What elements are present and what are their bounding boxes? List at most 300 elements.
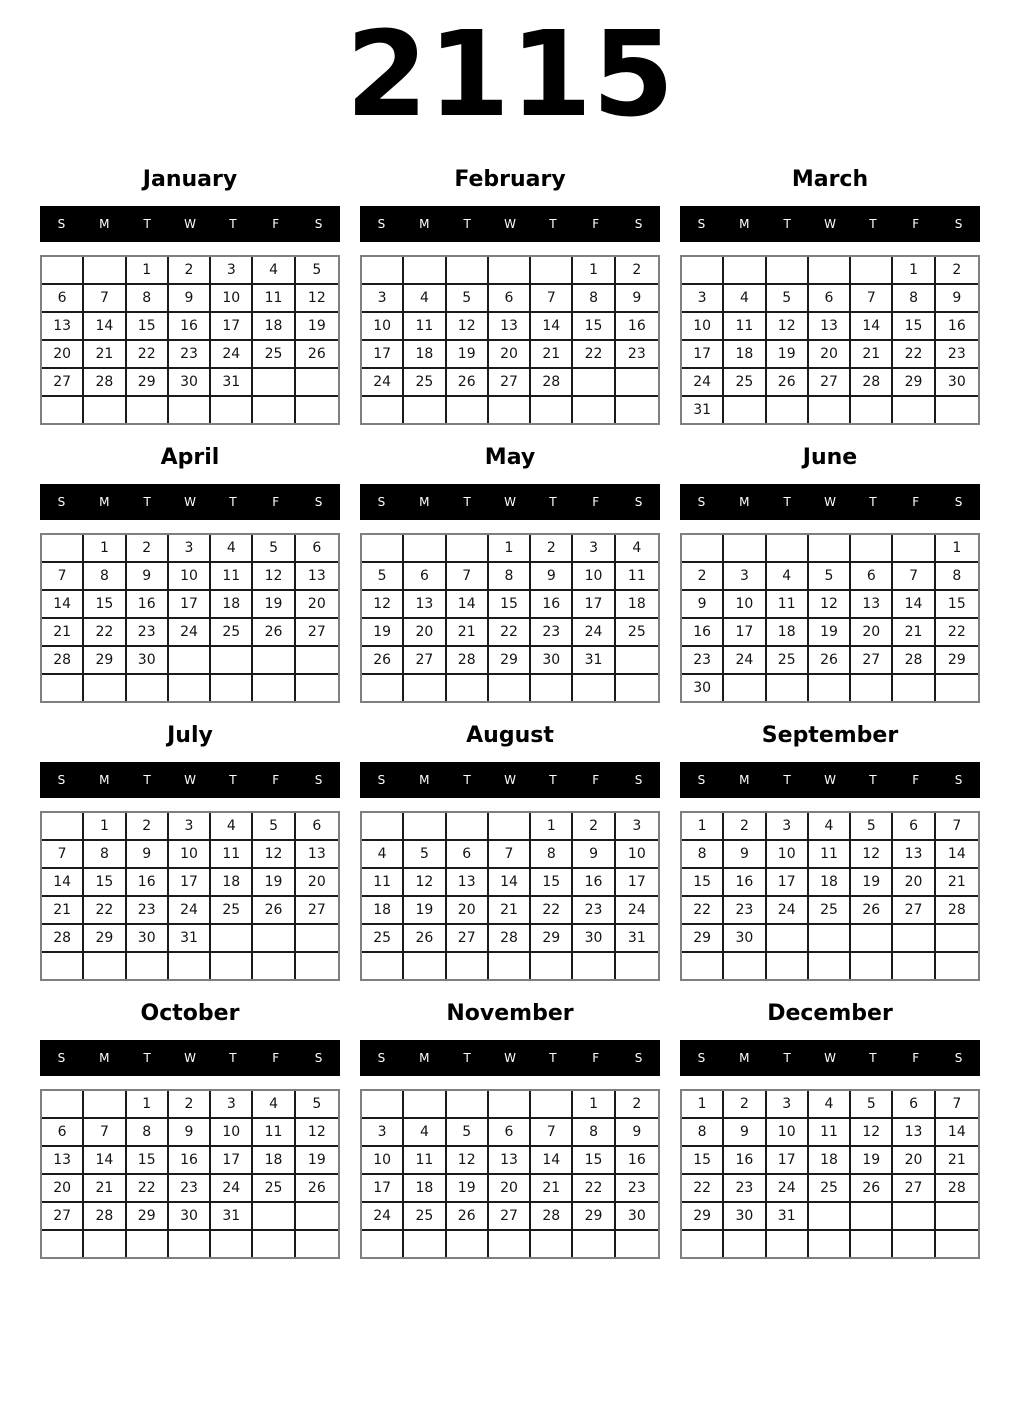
- day-cell: 17: [767, 869, 809, 897]
- day-cell: 20: [893, 1147, 935, 1175]
- day-cell: 19: [851, 869, 893, 897]
- day-cell: 18: [616, 591, 658, 619]
- day-cell: 29: [936, 647, 978, 675]
- day-cell: 4: [362, 841, 404, 869]
- day-cell-empty: [362, 397, 404, 423]
- day-cell: 12: [253, 563, 295, 591]
- day-cell-empty: [447, 397, 489, 423]
- day-cell: 30: [936, 369, 978, 397]
- day-cell: 25: [616, 619, 658, 647]
- day-cell: 23: [573, 897, 615, 925]
- day-cell: 6: [893, 1091, 935, 1119]
- day-cell: 18: [724, 341, 766, 369]
- day-cell: 10: [616, 841, 658, 869]
- day-cell-empty: [253, 925, 295, 953]
- day-cell-empty: [893, 925, 935, 953]
- day-cell: 15: [531, 869, 573, 897]
- day-cell: 20: [404, 619, 446, 647]
- weekday-header-row: [680, 484, 980, 520]
- day-cell: 24: [616, 897, 658, 925]
- day-cell: 29: [682, 1203, 724, 1231]
- day-cell: 9: [616, 1119, 658, 1147]
- day-cell-empty: [253, 369, 295, 397]
- day-cell: 3: [362, 285, 404, 313]
- weekday-label: M: [419, 1050, 430, 1065]
- day-cell: 25: [809, 897, 851, 925]
- day-cell: 19: [447, 1175, 489, 1203]
- day-cell: 19: [296, 313, 338, 341]
- day-cell-empty: [489, 1231, 531, 1257]
- day-cell-empty: [936, 925, 978, 953]
- weekday-label: W: [824, 772, 836, 787]
- day-cell-empty: [616, 675, 658, 701]
- day-cell: 20: [447, 897, 489, 925]
- day-cell-empty: [404, 1231, 446, 1257]
- weekday-label: S: [697, 216, 706, 231]
- day-cell: 19: [404, 897, 446, 925]
- day-cell-empty: [893, 535, 935, 563]
- day-cell: 7: [851, 285, 893, 313]
- day-cell: 12: [851, 1119, 893, 1147]
- weekday-label: T: [463, 772, 471, 787]
- weekday-label: T: [463, 216, 471, 231]
- day-cell: 20: [893, 869, 935, 897]
- day-cell-empty: [531, 1231, 573, 1257]
- day-cell-empty: [404, 813, 446, 841]
- month-title: December: [767, 1000, 893, 1026]
- day-cell-empty: [809, 535, 851, 563]
- day-cell: 6: [447, 841, 489, 869]
- day-cell: 13: [404, 591, 446, 619]
- month-title: April: [160, 444, 220, 470]
- day-cell: 24: [682, 369, 724, 397]
- weekday-header-row: [40, 484, 340, 520]
- day-cell: 22: [127, 341, 169, 369]
- day-cell: 2: [127, 813, 169, 841]
- day-cell: 21: [489, 897, 531, 925]
- weekday-label: S: [314, 216, 323, 231]
- weekday-label: M: [419, 772, 430, 787]
- day-cell-empty: [296, 647, 338, 675]
- day-cell: 1: [489, 535, 531, 563]
- day-cell: 8: [127, 1119, 169, 1147]
- weekday-header-row: [40, 762, 340, 798]
- day-cell: 16: [616, 313, 658, 341]
- day-cell-empty: [616, 1231, 658, 1257]
- day-cell: 5: [809, 563, 851, 591]
- day-cell-empty: [253, 647, 295, 675]
- day-cell-empty: [42, 257, 84, 285]
- day-cell: 22: [531, 897, 573, 925]
- weekday-label: M: [419, 216, 430, 231]
- day-cell: 25: [724, 369, 766, 397]
- day-cell: 9: [616, 285, 658, 313]
- day-cell: 22: [682, 1175, 724, 1203]
- day-cell-empty: [616, 369, 658, 397]
- day-cell-empty: [447, 535, 489, 563]
- month-july: [40, 721, 340, 981]
- day-cell: 16: [127, 869, 169, 897]
- day-cell: 22: [84, 619, 126, 647]
- day-cell: 7: [42, 563, 84, 591]
- day-cell: 1: [573, 257, 615, 285]
- day-cell: 16: [169, 313, 211, 341]
- day-cell: 13: [489, 1147, 531, 1175]
- weekday-label: T: [783, 1050, 791, 1065]
- day-cell: 3: [211, 257, 253, 285]
- day-cell: 24: [767, 897, 809, 925]
- day-cell: 30: [169, 369, 211, 397]
- day-cell-empty: [682, 535, 724, 563]
- day-cell: 17: [169, 591, 211, 619]
- weekday-header-row: [360, 484, 660, 520]
- day-cell: 5: [362, 563, 404, 591]
- day-cell: 16: [724, 1147, 766, 1175]
- day-cell: 29: [893, 369, 935, 397]
- day-cell-empty: [211, 953, 253, 979]
- day-cell: 6: [404, 563, 446, 591]
- day-cell: 29: [489, 647, 531, 675]
- day-cell: 23: [724, 1175, 766, 1203]
- day-cell: 9: [169, 1119, 211, 1147]
- day-cell: 16: [573, 869, 615, 897]
- day-cell: 19: [851, 1147, 893, 1175]
- day-cell: 6: [809, 285, 851, 313]
- day-cell: 29: [531, 925, 573, 953]
- day-cell-empty: [936, 397, 978, 423]
- day-cell: 12: [253, 841, 295, 869]
- day-cell: 19: [809, 619, 851, 647]
- day-cell: 17: [767, 1147, 809, 1175]
- day-cell: 19: [362, 619, 404, 647]
- day-cell: 12: [809, 591, 851, 619]
- month-grid: [360, 533, 660, 703]
- day-cell: 30: [169, 1203, 211, 1231]
- day-cell-empty: [169, 647, 211, 675]
- day-cell: 28: [42, 925, 84, 953]
- day-cell: 28: [531, 1203, 573, 1231]
- day-cell: 22: [84, 897, 126, 925]
- day-cell: 11: [253, 285, 295, 313]
- day-cell: 21: [42, 619, 84, 647]
- day-cell-empty: [211, 397, 253, 423]
- day-cell: 9: [127, 841, 169, 869]
- day-cell: 24: [573, 619, 615, 647]
- day-cell: 6: [296, 813, 338, 841]
- day-cell-empty: [84, 257, 126, 285]
- day-cell: 12: [296, 285, 338, 313]
- day-cell-empty: [253, 953, 295, 979]
- day-cell: 4: [211, 535, 253, 563]
- weekday-label: M: [739, 216, 750, 231]
- weekday-label: T: [229, 1050, 237, 1065]
- day-cell-empty: [362, 953, 404, 979]
- day-cell: 12: [404, 869, 446, 897]
- day-cell: 18: [809, 1147, 851, 1175]
- day-cell-empty: [253, 397, 295, 423]
- day-cell: 12: [296, 1119, 338, 1147]
- day-cell: 21: [531, 1175, 573, 1203]
- month-title: February: [454, 166, 566, 192]
- day-cell: 31: [767, 1203, 809, 1231]
- day-cell: 28: [84, 1203, 126, 1231]
- weekday-label: T: [869, 494, 877, 509]
- weekday-label: S: [634, 494, 643, 509]
- weekday-label: S: [634, 772, 643, 787]
- day-cell-empty: [296, 397, 338, 423]
- weekday-label: M: [99, 1050, 110, 1065]
- day-cell: 11: [724, 313, 766, 341]
- day-cell: 26: [447, 369, 489, 397]
- month-december: [680, 999, 980, 1259]
- day-cell: 19: [447, 341, 489, 369]
- day-cell: 8: [489, 563, 531, 591]
- day-cell: 10: [211, 285, 253, 313]
- month-grid: [360, 255, 660, 425]
- day-cell-empty: [84, 953, 126, 979]
- day-cell: 11: [211, 563, 253, 591]
- day-cell: 15: [127, 1147, 169, 1175]
- day-cell-empty: [616, 953, 658, 979]
- day-cell: 23: [936, 341, 978, 369]
- day-cell: 18: [253, 313, 295, 341]
- day-cell: 5: [404, 841, 446, 869]
- day-cell-empty: [211, 647, 253, 675]
- day-cell: 23: [724, 897, 766, 925]
- weekday-header-row: [360, 1040, 660, 1076]
- weekday-label: T: [463, 494, 471, 509]
- weekday-label: F: [272, 216, 280, 231]
- day-cell-empty: [893, 1231, 935, 1257]
- weekday-label: T: [549, 772, 557, 787]
- month-august: [360, 721, 660, 981]
- day-cell: 14: [936, 1119, 978, 1147]
- day-cell-empty: [682, 257, 724, 285]
- month-title: September: [761, 722, 899, 748]
- weekday-label: F: [272, 772, 280, 787]
- day-cell: 19: [253, 869, 295, 897]
- month-grid: [40, 811, 340, 981]
- day-cell: 2: [682, 563, 724, 591]
- day-cell: 1: [573, 1091, 615, 1119]
- day-cell: 8: [84, 563, 126, 591]
- weekday-label: F: [912, 494, 920, 509]
- weekday-header-row: [680, 762, 980, 798]
- day-cell: 14: [489, 869, 531, 897]
- day-cell: 15: [127, 313, 169, 341]
- day-cell: 5: [767, 285, 809, 313]
- day-cell: 25: [211, 619, 253, 647]
- day-cell-empty: [851, 953, 893, 979]
- day-cell: 8: [531, 841, 573, 869]
- day-cell-empty: [573, 397, 615, 423]
- weekday-label: T: [143, 772, 151, 787]
- day-cell-empty: [767, 925, 809, 953]
- weekday-label: S: [314, 1050, 323, 1065]
- day-cell: 13: [296, 563, 338, 591]
- weekday-label: S: [697, 494, 706, 509]
- month-grid: [360, 1089, 660, 1259]
- weekday-header-row: [360, 762, 660, 798]
- day-cell-empty: [296, 925, 338, 953]
- day-cell: 3: [169, 813, 211, 841]
- day-cell: 21: [936, 869, 978, 897]
- day-cell: 18: [404, 1175, 446, 1203]
- day-cell: 1: [893, 257, 935, 285]
- day-cell-empty: [809, 925, 851, 953]
- day-cell: 11: [404, 313, 446, 341]
- day-cell: 1: [936, 535, 978, 563]
- day-cell-empty: [84, 1091, 126, 1119]
- day-cell-empty: [42, 1091, 84, 1119]
- day-cell: 7: [489, 841, 531, 869]
- day-cell-empty: [84, 675, 126, 701]
- weekday-header-row: [680, 206, 980, 242]
- day-cell: 28: [936, 1175, 978, 1203]
- day-cell: 2: [724, 813, 766, 841]
- day-cell-empty: [893, 397, 935, 423]
- day-cell: 16: [724, 869, 766, 897]
- day-cell-empty: [767, 397, 809, 423]
- day-cell: 26: [447, 1203, 489, 1231]
- day-cell-empty: [42, 535, 84, 563]
- month-february: [360, 165, 660, 425]
- day-cell: 15: [936, 591, 978, 619]
- day-cell: 21: [893, 619, 935, 647]
- day-cell-empty: [573, 953, 615, 979]
- day-cell: 5: [447, 1119, 489, 1147]
- day-cell: 6: [42, 285, 84, 313]
- day-cell: 4: [404, 1119, 446, 1147]
- day-cell: 11: [211, 841, 253, 869]
- day-cell: 16: [936, 313, 978, 341]
- day-cell: 26: [851, 1175, 893, 1203]
- day-cell: 23: [616, 1175, 658, 1203]
- day-cell: 28: [447, 647, 489, 675]
- day-cell: 26: [809, 647, 851, 675]
- day-cell-empty: [253, 675, 295, 701]
- day-cell: 4: [616, 535, 658, 563]
- day-cell: 28: [936, 897, 978, 925]
- day-cell: 20: [489, 1175, 531, 1203]
- month-grid: [360, 811, 660, 981]
- day-cell: 14: [447, 591, 489, 619]
- day-cell: 22: [682, 897, 724, 925]
- day-cell: 8: [573, 1119, 615, 1147]
- day-cell: 29: [84, 647, 126, 675]
- day-cell: 24: [767, 1175, 809, 1203]
- day-cell-empty: [169, 953, 211, 979]
- day-cell: 7: [531, 285, 573, 313]
- day-cell-empty: [936, 1231, 978, 1257]
- day-cell: 23: [127, 619, 169, 647]
- day-cell: 29: [682, 925, 724, 953]
- day-cell: 1: [682, 813, 724, 841]
- weekday-label: T: [143, 216, 151, 231]
- day-cell: 2: [724, 1091, 766, 1119]
- day-cell: 22: [893, 341, 935, 369]
- day-cell-empty: [489, 953, 531, 979]
- day-cell-empty: [724, 953, 766, 979]
- day-cell: 10: [211, 1119, 253, 1147]
- day-cell: 8: [682, 1119, 724, 1147]
- day-cell-empty: [767, 1231, 809, 1257]
- day-cell: 14: [893, 591, 935, 619]
- day-cell: 3: [767, 813, 809, 841]
- day-cell: 23: [616, 341, 658, 369]
- day-cell: 22: [936, 619, 978, 647]
- weekday-label: T: [229, 494, 237, 509]
- day-cell: 7: [936, 1091, 978, 1119]
- day-cell-empty: [851, 925, 893, 953]
- weekday-label: W: [504, 772, 516, 787]
- day-cell: 5: [296, 1091, 338, 1119]
- day-cell: 1: [682, 1091, 724, 1119]
- day-cell: 1: [84, 535, 126, 563]
- day-cell: 15: [84, 869, 126, 897]
- day-cell: 14: [42, 591, 84, 619]
- weekday-label: T: [143, 494, 151, 509]
- day-cell: 9: [573, 841, 615, 869]
- weekday-label: F: [592, 216, 600, 231]
- day-cell-empty: [42, 675, 84, 701]
- day-cell: 27: [809, 369, 851, 397]
- day-cell: 5: [253, 813, 295, 841]
- month-title: August: [466, 722, 554, 748]
- day-cell: 1: [531, 813, 573, 841]
- day-cell: 13: [42, 1147, 84, 1175]
- weekday-label: S: [634, 1050, 643, 1065]
- day-cell: 10: [169, 841, 211, 869]
- weekday-header-row: [40, 206, 340, 242]
- weekday-label: F: [272, 1050, 280, 1065]
- day-cell: 29: [573, 1203, 615, 1231]
- day-cell: 21: [84, 1175, 126, 1203]
- day-cell: 6: [296, 535, 338, 563]
- month-october: [40, 999, 340, 1259]
- day-cell: 17: [573, 591, 615, 619]
- weekday-label: S: [57, 494, 66, 509]
- weekday-label: S: [57, 1050, 66, 1065]
- day-cell: 18: [211, 591, 253, 619]
- day-cell: 21: [84, 341, 126, 369]
- day-cell: 18: [404, 341, 446, 369]
- day-cell: 7: [893, 563, 935, 591]
- day-cell: 17: [362, 341, 404, 369]
- month-may: [360, 443, 660, 703]
- day-cell: 13: [489, 313, 531, 341]
- month-grid: [680, 533, 980, 703]
- day-cell: 24: [211, 341, 253, 369]
- month-title: June: [802, 444, 858, 470]
- day-cell: 18: [253, 1147, 295, 1175]
- day-cell: 15: [893, 313, 935, 341]
- day-cell: 4: [404, 285, 446, 313]
- day-cell: 2: [936, 257, 978, 285]
- day-cell: 22: [573, 1175, 615, 1203]
- day-cell: 31: [616, 925, 658, 953]
- day-cell: 11: [362, 869, 404, 897]
- day-cell: 6: [489, 1119, 531, 1147]
- day-cell-empty: [724, 257, 766, 285]
- day-cell: 13: [296, 841, 338, 869]
- day-cell: 1: [127, 257, 169, 285]
- day-cell: 28: [84, 369, 126, 397]
- day-cell-empty: [296, 675, 338, 701]
- day-cell-empty: [489, 257, 531, 285]
- day-cell: 30: [127, 925, 169, 953]
- day-cell-empty: [489, 813, 531, 841]
